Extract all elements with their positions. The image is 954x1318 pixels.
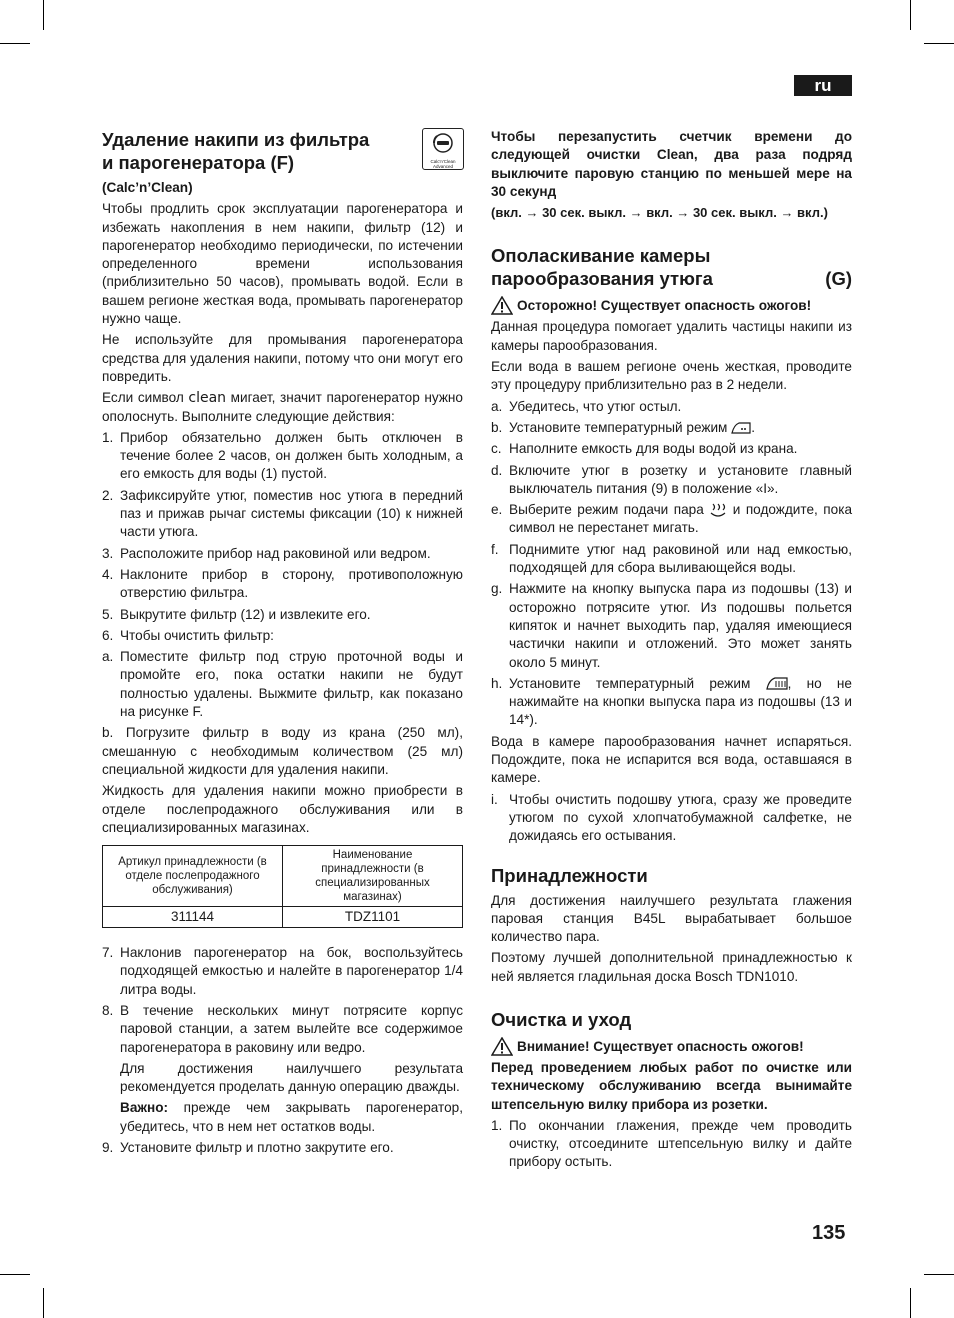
list-item: 5. Выкрутите фильтр (12) и извлеките его.	[102, 606, 371, 622]
warning-triangle-icon	[491, 296, 513, 315]
paragraph: Жидкость для удаления накипи можно приобрести в отделе послепродажного обслуживания или в специализированных магазинах.	[102, 783, 463, 835]
care-warning-text: Перед проведением любых работ по очистке или техническому обслуживанию всегда вынимайте штепсельную вилку прибора из розетки.	[491, 1059, 852, 1112]
list-item: a. Убедитесь, что утюг остыл.	[491, 398, 682, 414]
crop-mark	[43, 1288, 44, 1318]
paragraph: Поэтому лучшей дополнительной принадлежностью к ней является гладильная доска Bosch TDN1010.	[491, 950, 852, 984]
list-item: e. Выберите режим подачи пара и подождите, пока символ не перестанет мигать.	[491, 502, 853, 536]
list-item: g. Нажмите на кнопку выпуска пара из подошвы (13) и осторожно потрясите утюг. Из подошвы польется кипяток и начнет выходить пар, удаляя имеющиеся частички накипи и отложений. Это может занять около 5 минут.	[491, 581, 852, 670]
reset-sequence: (вкл. → 30 сек. выкл. → вкл. → 30 сек. выкл. → вкл.)	[491, 205, 828, 221]
section-title-descaling: Удаление накипи из фильтра и парогенератора (F)	[102, 129, 370, 173]
paragraph: Для достижения наилучшего результата глажения паровая станция B45L вырабатывает большое количество пара.	[491, 892, 852, 945]
language-badge: ru	[794, 75, 852, 96]
crop-mark	[43, 0, 44, 30]
section-title-care: Очистка и уход	[491, 1008, 632, 1030]
list-item: b. Установите температурный режим .	[491, 419, 755, 435]
crop-mark	[924, 43, 954, 44]
warning-burn: Внимание! Существует опасность ожогов!	[491, 1037, 852, 1056]
rinse-step-final	[491, 791, 852, 846]
list-item: 4. Наклоните прибор в сторону, противоположную отверстию фильтра.	[102, 566, 463, 601]
descaling-steps-final	[102, 1139, 463, 1157]
list-item: 6. Чтобы очистить фильтр:	[102, 627, 274, 643]
descaling-steps	[102, 429, 463, 721]
paragraph: Если вода в вашем регионе очень жесткая, проводите эту процедуру приблизительно раз в 2 недели.	[491, 359, 852, 393]
crop-mark	[0, 43, 30, 44]
descaling-steps-continued	[102, 944, 463, 1057]
paragraph: Вода в камере парообразования начнет испаряться. Подождите, пока не испарится вся вода, оставшаяся в камере.	[491, 733, 852, 786]
paragraph: Чтобы продлить срок эксплуатации парогенератора и избежать накопления в нем накипи, фильтр (12) и парогенератор необходимо периодически, по истечении определенного времени использования (приблизительно 50 часов), промывать водой. Если в вашем регионе жесткая вода, промывать парогенератор нужно чаще.	[102, 201, 463, 327]
section-title-accessories: Принадлежности	[491, 864, 648, 886]
subtitle-calc-n-clean: (Calc’n’Clean)	[102, 180, 193, 195]
important-note: Важно: прежде чем закрывать парогенератор, убедитесь, что в нем нет остатков воды.	[120, 1100, 463, 1134]
list-item: a. Поместите фильтр под струю проточной воды и промойте его, пока остатки накипи не будут полностью удалены. Выжмите фильтр, как показано на рисунке F.	[102, 649, 463, 720]
paragraph: Не используйте для промывания парогенератора средства для удаления накипи, потому что они могут его повредить.	[102, 332, 463, 384]
calc-n-clean-device-icon: Calc'n'Clean Advanced	[422, 128, 464, 170]
right-column	[491, 128, 852, 1175]
list-item: 2. Зафиксируйте утюг, поместив нос утюга в передний паз и прижав рычаг системы фиксации (10) к нижней части утюга.	[102, 487, 463, 540]
iron-max-icon	[766, 676, 788, 692]
crop-mark	[0, 1274, 30, 1275]
list-item: 3. Расположите прибор над раковиной или ведром.	[102, 545, 431, 561]
list-item: 9. Установите фильтр и плотно закрутите его.	[102, 1140, 394, 1156]
paragraph-clean-symbol: Если символ clean мигает, значит парогенератор нужно ополоснуть. Выполните следующие действия:	[102, 390, 463, 424]
table-cell: TDZ1101	[283, 907, 463, 928]
list-item: 1. Прибор обязательно должен быть отключен в течение более 2 часов, он должен быть холодным, а его емкость для воды (1) пустой.	[102, 429, 463, 482]
list-item: d. Включите утюг в розетку и установите главный выключатель питания (9) в положение «I».	[491, 462, 852, 496]
table-header: Артикул принадлежности (в отделе послепродажного обслуживания)	[103, 846, 283, 907]
table-cell: 311144	[103, 907, 283, 928]
calc-clean-dial-icon	[431, 132, 455, 154]
warning-triangle-icon	[491, 1037, 513, 1056]
list-item: 8. В течение нескольких минут потрясите корпус паровой станции, а затем вылейте все содержимое парогенератора в раковину или ведро.	[102, 1002, 463, 1055]
crop-mark	[924, 1274, 954, 1275]
list-item: i. Чтобы очистить подошву утюга, сразу же проведите утюгом по сухой хлопчатобумажной салфетке, не дожидаясь его остывания.	[491, 791, 852, 844]
list-item: h. Установите температурный режим , но не нажимайте на кнопки выпуска пара из подошвы (13 и 14*).	[491, 675, 852, 728]
paragraph: b. Погрузите фильтр в воду из крана (250 мл), смешанную с необходимым количеством (25 мл) специальной жидкости для удаления накипи.	[102, 725, 463, 777]
list-item: f. Поднимите утюг над раковиной или над емкостью, подходящей для сбора выливающейся воды.	[491, 541, 852, 576]
iron-temp-icon	[731, 421, 751, 435]
warning-burn: Осторожно! Существует опасность ожогов!	[491, 296, 852, 315]
left-column	[102, 128, 463, 1160]
page-number: 135	[812, 1222, 846, 1244]
section-title-rinse: Ополаскивание камеры парообразования утюга (G)	[491, 245, 852, 290]
crop-mark	[910, 1288, 911, 1318]
section-header	[102, 128, 463, 174]
care-steps	[491, 1117, 852, 1172]
paragraph: Данная процедура помогает удалить частицы накипи из камеры парообразования.	[491, 319, 852, 353]
rinse-steps	[491, 398, 852, 730]
crop-mark	[910, 0, 911, 30]
reset-instruction: Чтобы перезапустить счетчик времени до следующей очистки Clean, два раза подряд выключите паровую станцию по меньшей мере на 30 секунд	[491, 129, 852, 199]
paragraph: Для достижения наилучшего результата рекомендуется проделать данную операцию дважды.	[120, 1060, 463, 1095]
accessory-table	[102, 845, 463, 928]
table-header: Наименование принадлежности (в специализированных магазинах)	[283, 846, 463, 907]
list-item: c. Наполните емкость для воды водой из крана.	[491, 441, 798, 457]
list-item: 1. По окончании глажения, прежде чем проводить очистку, отсоедините штепсельную вилку и дайте прибору остыть.	[491, 1117, 852, 1170]
steam-icon	[709, 503, 727, 519]
list-item: 7. Наклонив парогенератор на бок, воспользуйтесь подходящей емкостью и налейте в парогенератор 1/4 литра воды.	[102, 945, 463, 997]
clean-symbol: clean	[188, 390, 227, 407]
